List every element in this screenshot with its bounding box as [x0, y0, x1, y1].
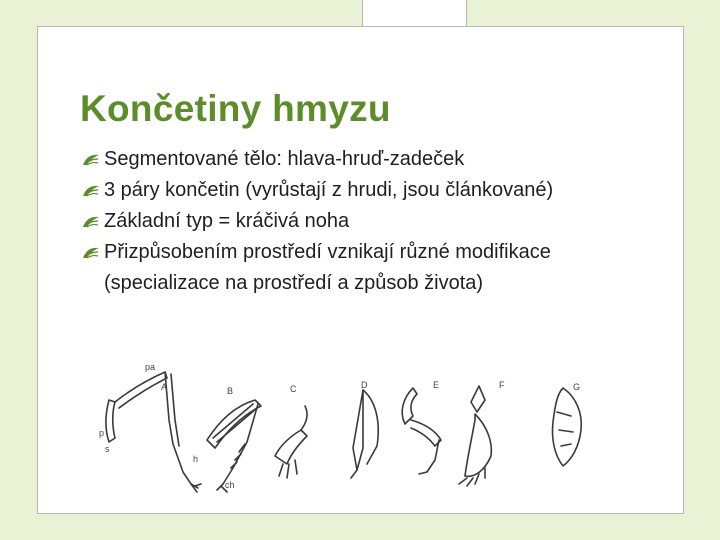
figure-label-b: B [227, 386, 234, 396]
figure-label-f: F [499, 380, 505, 390]
bullet-text: Segmentované tělo: hlava-hruď-zadeček [104, 148, 465, 170]
figure-part-label-ch: ch [225, 480, 235, 490]
figure-label-d: D [361, 380, 368, 390]
figure-label-c: C [290, 384, 297, 394]
figure-label-e: E [433, 380, 440, 390]
bullet-text: Základní typ = kráčivá noha [104, 210, 350, 232]
figure-part-label-s: s [105, 444, 110, 454]
wing-bullet-icon [82, 184, 100, 198]
wing-bullet-icon [82, 246, 100, 260]
bullet-item [82, 175, 602, 206]
figure-part-label-pa: pa [145, 362, 156, 372]
figure-label-g: G [573, 382, 581, 392]
insect-legs-illustration [95, 360, 595, 508]
bullet-item [82, 144, 602, 175]
bullet-list [82, 144, 602, 299]
bullet-item [82, 206, 602, 237]
wing-bullet-icon [82, 215, 100, 229]
bullet-text: Přizpůsobením prostředí vznikají různé modifikace (specializace na prostředí a způsob života) [104, 241, 551, 294]
figure-part-label-p: p [99, 428, 105, 438]
wing-bullet-icon [82, 153, 100, 167]
figure-part-label-h: h [193, 454, 199, 464]
slide-title: Končetiny hmyzu [80, 88, 391, 129]
figure-label-a: A [161, 382, 168, 392]
bullet-item [82, 237, 602, 299]
insect-legs-drawing [95, 360, 595, 508]
bullet-text: 3 páry končetin (vyrůstají z hrudi, jsou článkované) [104, 179, 554, 201]
